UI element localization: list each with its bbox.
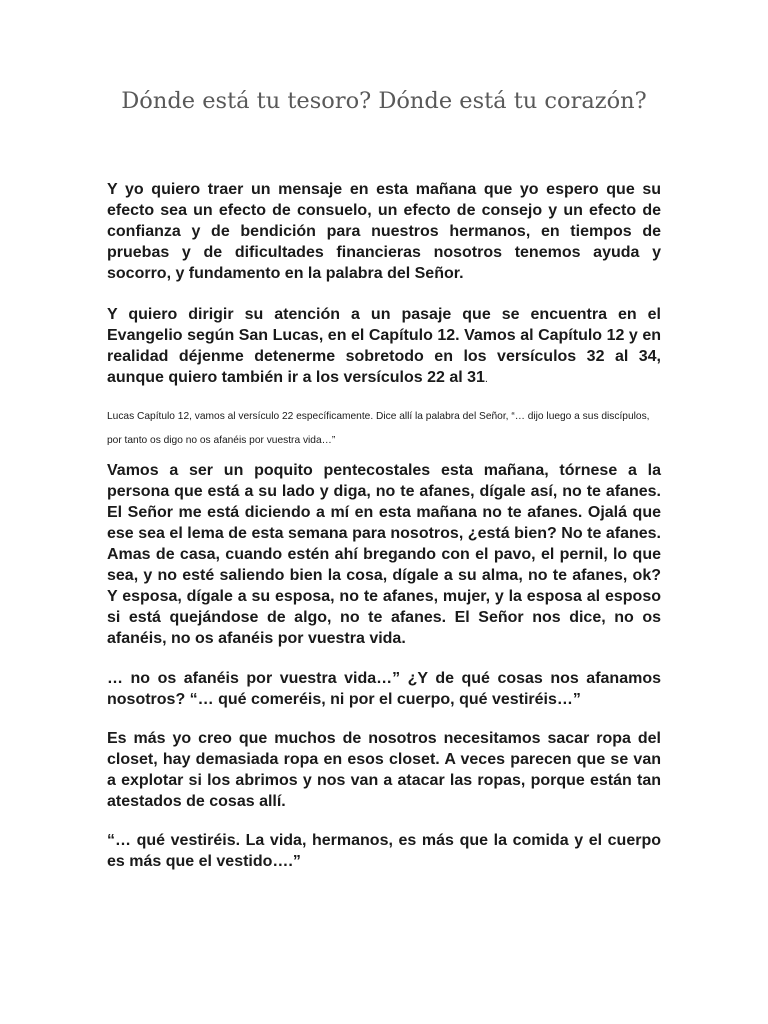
paragraph-no-te-afanes: Vamos a ser un poquito pentecostales esta mañana, tórnese a la persona que está a su lado y diga, no te afanes, dígale así, no te afanes. El Señor me está diciendo a mí en esta mañana no te afanes. Ojalá que ese sea el lema de esta semana para nosotros, ¿está bien? No te afanes. Amas de casa, cuando estén ahí bregando con el pavo, el pernil, lo que sea, y no esté saliendo bien la cosa, dígale a su alma, no te afanes, ok? Y esposa, dígale a su esposa, no te afanes, mujer, y la esposa al esposo si está quejándose de algo, no te afanes. El Señor nos dice, no os afanéis, no os afanéis por vuestra vida. (107, 462, 661, 647)
paragraph-passage-reference-period: . (484, 373, 488, 385)
paragraph-intro: Y yo quiero traer un mensaje en esta mañana que yo espero que su efecto sea un efecto de consuelo, un efecto de consejo y un efecto de confianza y de bendición para nuestros hermanos, en tiempos de pruebas y de dificultades financieras nosotros tenemos ayuda y socorro, y fundamento en la palabra del Señor. (107, 181, 661, 282)
paragraph-closet: Es más yo creo que muchos de nosotros necesitamos sacar ropa del closet, hay demasiada ropa en esos closet. A veces parecen que se van a explotar si los abrimos y nos van a atacar las ropas, porque están tan atestados de cosas allí. (107, 730, 661, 810)
scripture-quote-small: Lucas Capítulo 12, vamos al versículo 22 específicamente. Dice allí la palabra del Señor, “… dijo luego a sus discípulos, por tanto os digo no os afanéis por vuestra vida…” (107, 411, 650, 446)
paragraph-la-vida: “… qué vestiréis. La vida, hermanos, es más que la comida y el cuerpo es más que el vestido….” (107, 832, 661, 870)
document-title: Dónde está tu tesoro? Dónde está tu corazón? (121, 88, 647, 114)
paragraph-passage-reference (107, 304, 661, 390)
paragraph-passage-reference-text: Y quiero dirigir su atención a un pasaje que se encuentra en el Evangelio según San Lucas, en el Capítulo 12. Vamos al Capítulo 12 y en realidad déjenme detenerme sobretodo en los versículos 32 al 34, aunque quiero también ir a los versículos 22 al 31 (107, 306, 661, 386)
paragraph-vestireis-question: … no os afanéis por vuestra vida…” ¿Y de qué cosas nos afanamos nosotros? “… qué comeréis, ni por el cuerpo, qué vestiréis…” (107, 670, 661, 708)
